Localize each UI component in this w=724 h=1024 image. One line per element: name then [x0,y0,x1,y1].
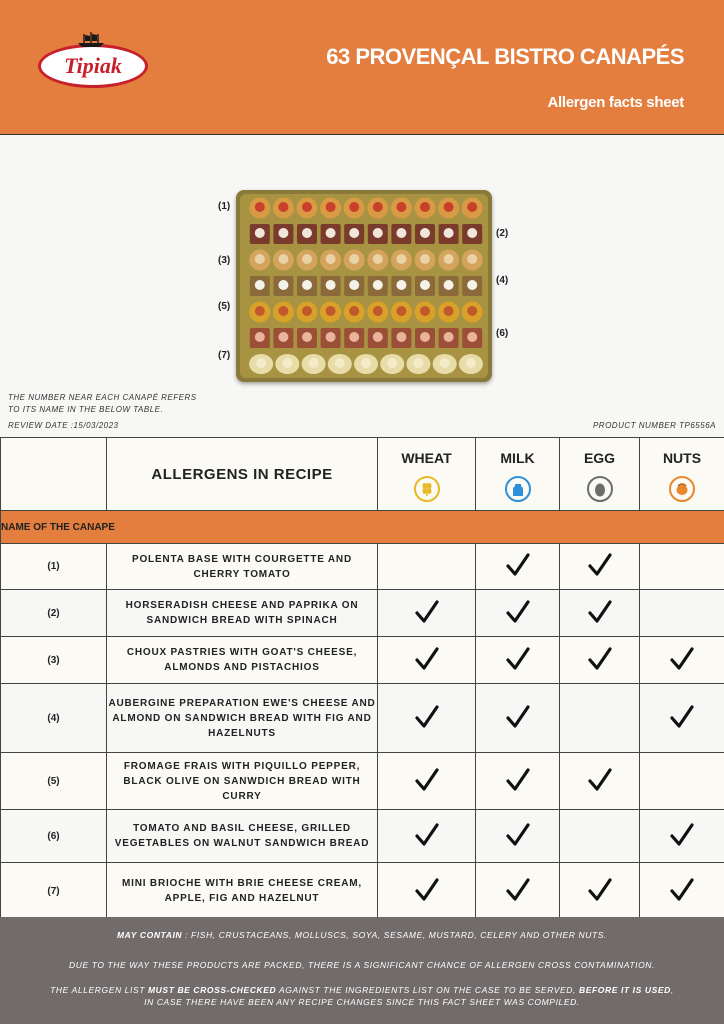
canape-topping [413,358,423,368]
canape-topping [278,332,288,342]
canape-topping [440,358,450,368]
canape-topping [467,228,477,238]
allergen-name: NUTS [662,450,702,466]
cross-check-emphasis: MUST BE CROSS-CHECKED [148,985,277,995]
canape-topping [349,332,359,342]
canape-name: AUBERGINE PREPARATION EWE'S CHEESE AND ALMOND ON SANDWICH BREAD WITH FIG AND HAZELNUTS [107,684,378,753]
canape-topping [467,202,477,212]
nuts-icon [669,476,695,502]
milk-cell [476,863,560,920]
wheat-cell [378,590,476,637]
canape-name-band [1,511,724,544]
canape-row [1,637,724,684]
canape-topping [255,332,265,342]
canape-topping [335,358,345,368]
canape-topping [396,254,406,264]
allergen-name: WHEAT [401,450,452,466]
canape-number: (1) [1,544,107,590]
canape-topping [326,332,336,342]
wheat-icon [414,476,440,502]
wheat-cell [378,684,476,753]
milk-icon [505,476,531,502]
nuts-cell [640,810,724,863]
header-blank-cell [1,438,107,511]
milk-cell [476,544,560,590]
wheat-cell [378,637,476,684]
canape-topping [396,332,406,342]
cross-check-text: , [670,985,674,995]
image-label-6: (6) [496,328,509,339]
canape-topping [396,280,406,290]
canape-topping [278,202,288,212]
canape-topping [467,280,477,290]
canape-topping [373,202,383,212]
canape-topping [302,228,312,238]
wheat-cell [378,753,476,810]
egg-cell [560,753,640,810]
canape-topping [373,254,383,264]
check-icon [587,664,613,675]
allergen-wheat-header [378,438,476,511]
canape-topping [396,202,406,212]
canape-topping [373,332,383,342]
canape-topping [302,332,312,342]
wheat-cell [378,863,476,920]
canape-topping [467,306,477,316]
image-label-4: (4) [496,275,509,286]
canape-topping [387,358,397,368]
milk-cell [476,684,560,753]
canape-topping [326,280,336,290]
image-label-7: (7) [218,350,231,361]
check-icon [505,617,531,628]
tipiak-logo [38,44,148,88]
egg-cell [560,544,640,590]
nuts-cell [640,590,724,637]
check-icon [505,895,531,906]
canape-topping [302,280,312,290]
name-of-canape-label: NAME OF THE CANAPE [1,511,724,544]
canape-row [1,863,724,920]
product-number: PRODUCT NUMBER TP6556A [592,421,716,430]
wheat-cell [378,544,476,590]
check-icon [669,722,695,733]
canape-row [1,753,724,810]
canape-topping [255,202,265,212]
header-banner [0,0,724,135]
allergen-milk-header [476,438,560,511]
allergen-nuts-header [640,438,724,511]
ship-icon [76,32,106,48]
review-date: REVIEW DATE :15/03/2023 [8,421,119,430]
canape-topping [302,254,312,264]
canape-topping [349,202,359,212]
page-title: 63 PROVENÇAL BISTRO CANAPÉS [326,44,684,69]
canape-topping [420,202,430,212]
recipe-change-line: IN CASE THERE HAVE BEEN ANY RECIPE CHANGES SINCE THIS FACT SHEET WAS COMPILED. [144,997,580,1007]
canape-topping [278,254,288,264]
canape-topping [373,306,383,316]
canape-topping [467,332,477,342]
canape-row [1,810,724,863]
canape-topping [444,306,454,316]
before-use-emphasis: BEFORE IT IS USED [578,985,671,995]
check-icon [414,722,440,733]
canape-topping [466,358,476,368]
check-icon [414,664,440,675]
canape-number: (7) [1,863,107,920]
canape-topping [326,254,336,264]
cross-check-text: THE ALLERGEN LIST [50,985,148,995]
canape-name: CHOUX PASTRIES WITH GOAT'S CHEESE, ALMONDS AND PISTACHIOS [107,637,378,684]
canape-topping [278,228,288,238]
canape-row [1,684,724,753]
allergens-in-recipe-heading: ALLERGENS IN RECIPE [107,438,378,511]
may-contain-label: MAY CONTAIN [117,930,183,940]
check-icon [505,722,531,733]
check-icon [669,895,695,906]
canape-name: HORSERADISH CHEESE AND PAPRIKA ON SANDWICH BREAD WITH SPINACH [107,590,378,637]
canape-topping [278,280,288,290]
canape-topping [255,228,265,238]
image-label-1: (1) [218,201,231,212]
canape-topping [326,228,336,238]
nuts-cell [640,863,724,920]
allergen-egg-header [560,438,640,511]
canape-number: (4) [1,684,107,753]
check-icon [505,664,531,675]
egg-icon [587,476,613,502]
canape-name: POLENTA BASE WITH COURGETTE AND CHERRY TOMATO [107,544,378,590]
canape-topping [420,332,430,342]
egg-cell [560,684,640,753]
canape-topping [420,280,430,290]
canape-name: MINI BRIOCHE WITH BRIE CHEESE CREAM, APPLE, FIG AND HAZELNUT [107,863,378,920]
check-icon [587,895,613,906]
canape-topping [349,280,359,290]
canape-topping [349,306,359,316]
milk-cell [476,637,560,684]
egg-cell [560,637,640,684]
canape-topping [444,254,454,264]
canape-name: FROMAGE FRAIS WITH PIQUILLO PEPPER, BLACK OLIVE ON SANWDICH BREAD WITH CURRY [107,753,378,810]
egg-cell [560,863,640,920]
milk-cell [476,753,560,810]
wheat-cell [378,810,476,863]
canape-topping [302,202,312,212]
canape-topping [444,228,454,238]
canape-topping [396,306,406,316]
canape-topping [255,306,265,316]
check-icon [587,785,613,796]
footer-disclaimer [0,917,724,1024]
canape-topping [361,358,371,368]
check-icon [414,785,440,796]
egg-cell [560,590,640,637]
canape-number: (5) [1,753,107,810]
check-icon [505,570,531,581]
canape-number: (2) [1,590,107,637]
canape-topping [302,306,312,316]
canape-topping [278,306,288,316]
canape-topping [467,254,477,264]
nuts-cell [640,684,724,753]
egg-cell [560,810,640,863]
allergen-table [0,437,724,920]
image-label-2: (2) [496,228,509,239]
canape-topping [326,306,336,316]
canape-topping [282,358,292,368]
image-note-line-2: TO ITS NAME IN THE BELOW TABLE. [8,405,164,414]
canape-topping [420,254,430,264]
canape-tray-illustration [236,190,492,382]
nuts-cell [640,544,724,590]
allergen-header-row [1,438,724,511]
check-icon [587,617,613,628]
canape-topping [255,280,265,290]
milk-cell [476,810,560,863]
image-label-3: (3) [218,255,231,266]
canape-row [1,590,724,637]
canape-topping [255,254,265,264]
canape-topping [326,202,336,212]
logo-text: Tipiak [64,53,122,78]
check-icon [505,785,531,796]
canape-topping [373,280,383,290]
check-icon [414,617,440,628]
may-contain-line [0,930,724,940]
canape-topping [309,358,319,368]
canape-topping [444,202,454,212]
canape-topping [420,228,430,238]
cross-contamination-line: DUE TO THE WAY THESE PRODUCTS ARE PACKED, THERE IS A SIGNIFICANT CHANCE OF ALLERGEN CROSS CONTAMINATION. [68,960,655,970]
canape-topping [349,228,359,238]
milk-cell [476,590,560,637]
canape-name: TOMATO AND BASIL CHEESE, GRILLED VEGETABLES ON WALNUT SANDWICH BREAD [107,810,378,863]
image-note-line-1: THE NUMBER NEAR EACH CANAPÉ REFERS [8,393,197,402]
check-icon [505,840,531,851]
canape-row [1,544,724,590]
canape-topping [373,228,383,238]
allergen-name: MILK [500,450,535,466]
canape-topping [256,358,266,368]
canape-number: (3) [1,637,107,684]
allergen-name: EGG [583,450,616,466]
image-label-5: (5) [218,301,231,312]
cross-check-line [0,985,724,995]
canape-tray-image [236,190,492,382]
canape-topping [444,332,454,342]
may-contain-text: : FISH, CRUSTACEANS, MOLLUSCS, SOYA, SESAME, MUSTARD, CELERY AND OTHER NUTS. [182,930,607,940]
canape-topping [444,280,454,290]
check-icon [669,840,695,851]
page-subtitle: Allergen facts sheet [547,94,684,111]
nuts-cell [640,637,724,684]
canape-topping [349,254,359,264]
canape-topping [396,228,406,238]
nuts-cell [640,753,724,810]
image-note [8,392,197,416]
check-icon [669,664,695,675]
canape-topping [420,306,430,316]
check-icon [414,895,440,906]
canape-number: (6) [1,810,107,863]
check-icon [587,570,613,581]
check-icon [414,840,440,851]
cross-check-text: AGAINST THE INGREDIENTS LIST ON THE CASE TO BE SERVED, [276,985,579,995]
